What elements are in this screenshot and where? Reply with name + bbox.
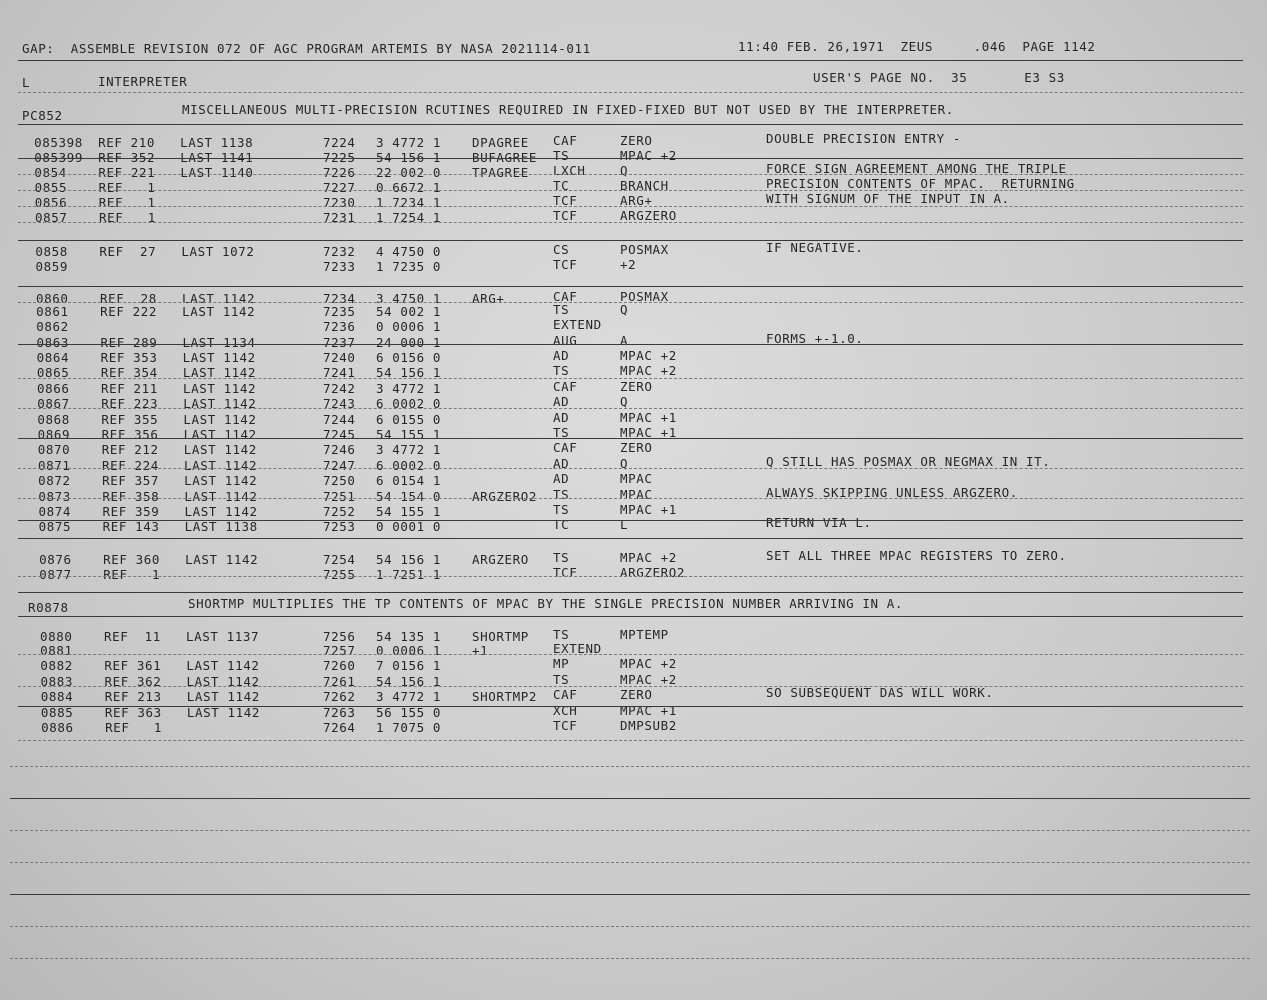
operand-field: MPAC	[620, 471, 653, 486]
address-field: 7235	[323, 304, 356, 319]
symbol-label: SHORTMP	[472, 629, 529, 644]
opcode-field: TS	[553, 502, 570, 517]
operand-field: Q	[620, 302, 629, 317]
line-number: 0885	[40, 705, 74, 720]
last-field: LAST 1142	[182, 365, 256, 380]
operand-field: ARGZERO2	[620, 565, 686, 580]
ref-field: REF 289	[100, 335, 158, 350]
line-number: 0871	[37, 458, 71, 473]
listing-dash-rule	[18, 740, 1243, 741]
form-rule	[10, 798, 1250, 799]
ref-field: REF 222	[100, 304, 157, 319]
ref-field: REF 356	[101, 427, 159, 442]
comment-field: RETURN VIA L.	[766, 515, 872, 530]
opcode-field: TCF	[553, 208, 578, 223]
last-field: LAST 1141	[180, 150, 254, 165]
last-field: LAST 1134	[182, 335, 256, 350]
address-field: 7231	[323, 210, 356, 225]
operand-field: POSMAX	[620, 289, 669, 304]
listing-dash-rule	[18, 174, 1243, 175]
symbol-label: TPAGREE	[472, 165, 529, 180]
section-description: MISCELLANEOUS MULTI-PRECISION RCUTINES REQUIRED IN FIXED-FIXED BUT NOT USED BY THE INTERPRETER.	[182, 102, 954, 117]
line-number: 085399	[34, 150, 84, 165]
header-log-code: L	[22, 75, 31, 90]
address-field: 7250	[323, 473, 356, 488]
operand-field: Q	[620, 456, 629, 471]
octal-code-field: 1 7234 1	[376, 195, 442, 210]
section-label: R0878	[28, 600, 69, 615]
octal-code-field: 0 0006 1	[376, 643, 442, 658]
octal-code-field: 24 000 1	[376, 335, 442, 350]
address-field: 7253	[323, 519, 356, 534]
operand-field: MPAC +2	[620, 656, 677, 671]
ref-field: REF 360	[103, 552, 160, 567]
opcode-field: TS	[553, 148, 570, 163]
listing-rule	[18, 286, 1243, 287]
listing-rule	[18, 158, 1243, 159]
last-field: LAST 1142	[183, 412, 257, 427]
last-field: LAST 1138	[184, 519, 258, 534]
ref-field: REF 353	[100, 350, 158, 365]
octal-code-field: 6 0154 1	[376, 473, 442, 488]
ref-field: REF 358	[102, 489, 160, 504]
operand-field: MPAC +1	[620, 703, 677, 718]
listing-dash-rule	[18, 576, 1243, 577]
ref-field: REF 1	[98, 180, 156, 195]
listing-dash-rule	[18, 206, 1243, 207]
octal-code-field: 54 155 1	[376, 427, 442, 442]
address-field: 7232	[323, 244, 356, 259]
ref-field: REF 11	[104, 629, 161, 644]
ref-field: REF 1	[98, 195, 156, 210]
octal-code-field: 6 0155 0	[376, 412, 442, 427]
operand-field: Q	[620, 163, 629, 178]
address-field: 7240	[323, 350, 356, 365]
last-field: LAST 1140	[180, 165, 254, 180]
octal-code-field: 54 002 1	[376, 304, 442, 319]
address-field: 7264	[323, 720, 356, 735]
octal-code-field: 54 156 1	[376, 674, 442, 689]
line-number: 0862	[36, 319, 69, 334]
opcode-field: CS	[553, 242, 570, 257]
opcode-field: AD	[553, 456, 570, 471]
listing-dash-rule	[18, 378, 1243, 379]
last-field: LAST 1142	[186, 689, 260, 704]
octal-code-field: 22 002 0	[376, 165, 442, 180]
opcode-field: MP	[553, 656, 570, 671]
listing-rule	[18, 438, 1243, 439]
line-number: 0856	[34, 195, 68, 210]
last-field: LAST 1142	[185, 552, 259, 567]
comment-field: SO SUBSEQUENT DAS WILL WORK.	[766, 685, 994, 700]
line-number: 0876	[39, 552, 72, 567]
operand-field: ARG+	[620, 193, 653, 208]
octal-code-field: 54 155 1	[376, 504, 442, 519]
address-field: 7230	[323, 195, 356, 210]
ref-field: REF 355	[101, 412, 159, 427]
line-number: 0857	[34, 210, 68, 225]
line-number: 0864	[36, 350, 70, 365]
opcode-field: CAF	[553, 440, 578, 455]
symbol-label: ARGZERO2	[472, 489, 538, 504]
operand-field: BRANCH	[620, 178, 669, 193]
listing-dash-rule	[18, 498, 1243, 499]
octal-code-field: 1 7254 1	[376, 210, 442, 225]
address-field: 7263	[323, 705, 356, 720]
header-section-title: INTERPRETER	[98, 74, 188, 89]
line-number: 0868	[37, 412, 70, 427]
operand-field: MPAC +2	[620, 363, 677, 378]
octal-code-field: 3 4772 1	[376, 442, 442, 457]
address-field: 7256	[323, 629, 356, 644]
listing-rule	[18, 538, 1243, 539]
address-field: 7261	[323, 674, 356, 689]
opcode-field: TCF	[553, 193, 578, 208]
ref-field: REF 224	[101, 458, 159, 473]
opcode-field: EXTEND	[553, 641, 602, 656]
listing-rule	[18, 706, 1243, 707]
opcode-field: AD	[553, 394, 570, 409]
operand-field: ZERO	[620, 133, 653, 148]
address-field: 7255	[323, 567, 356, 582]
address-field: 7247	[323, 458, 356, 473]
octal-code-field: 3 4772 1	[376, 689, 442, 704]
opcode-field: TS	[553, 487, 570, 502]
address-field: 7262	[323, 689, 356, 704]
ref-field: REF 212	[101, 442, 159, 457]
symbol-label: +1	[472, 643, 489, 658]
comment-field: IF NEGATIVE.	[766, 240, 864, 255]
ref-field: REF 354	[100, 365, 158, 380]
line-number: 0867	[37, 396, 70, 411]
opcode-field: TCF	[553, 718, 578, 733]
ref-field: REF 221	[98, 165, 156, 180]
operand-field: POSMAX	[620, 242, 669, 257]
operand-field: MPAC +1	[620, 410, 677, 425]
address-field: 7246	[323, 442, 356, 457]
line-number: 0880	[40, 629, 73, 644]
section-rule	[18, 616, 1243, 617]
last-field: LAST 1142	[183, 396, 257, 411]
line-number: 0870	[37, 442, 71, 457]
address-field: 7257	[323, 643, 356, 658]
form-dash-rule	[10, 926, 1250, 927]
last-field: LAST 1072	[181, 244, 255, 259]
listing-rule	[18, 520, 1243, 521]
address-field: 7225	[323, 150, 356, 165]
octal-code-field: 0 0006 1	[376, 319, 442, 334]
operand-field: +2	[620, 257, 637, 272]
comment-field: FORMS +-1.0.	[766, 331, 864, 346]
line-number: 0873	[38, 489, 71, 504]
form-dash-rule	[10, 862, 1250, 863]
last-field: LAST 1142	[186, 674, 260, 689]
listing-rule	[18, 592, 1243, 593]
ref-field: REF 28	[99, 291, 157, 306]
opcode-field: TCF	[553, 257, 578, 272]
listing-dash-rule	[18, 222, 1243, 223]
line-number: 0854	[34, 165, 67, 180]
line-number: 0858	[35, 244, 68, 259]
octal-code-field: 0 6672 1	[376, 180, 442, 195]
octal-code-field: 54 156 1	[376, 150, 442, 165]
listing-dash-rule	[18, 302, 1243, 303]
comment-field: SET ALL THREE MPAC REGISTERS TO ZERO.	[766, 548, 1067, 563]
octal-code-field: 3 4772 1	[376, 135, 442, 150]
address-field: 7244	[323, 412, 356, 427]
address-field: 7226	[323, 165, 356, 180]
ref-field: REF 1	[103, 567, 161, 582]
operand-field: MPAC	[620, 487, 653, 502]
last-field: LAST 1142	[184, 489, 258, 504]
opcode-field: TS	[553, 672, 570, 687]
opcode-field: CAF	[553, 379, 578, 394]
line-number: 085398	[34, 135, 83, 150]
operand-field: L	[620, 517, 629, 532]
last-field: LAST 1142	[183, 458, 258, 473]
listing-dash-rule	[18, 686, 1243, 687]
section-description: SHORTMP MULTIPLIES THE TP CONTENTS OF MPAC BY THE SINGLE PRECISION NUMBER ARRIVING IN A.	[188, 596, 904, 611]
last-field: LAST 1142	[182, 350, 256, 365]
octal-code-field: 0 0001 0	[376, 519, 442, 534]
last-field: LAST 1142	[184, 473, 258, 488]
symbol-label: SHORTMP2	[472, 689, 538, 704]
form-dash-rule	[10, 830, 1250, 831]
ref-field: REF 211	[101, 381, 158, 396]
address-field: 7233	[323, 259, 356, 274]
listing-dash-rule	[18, 408, 1243, 409]
octal-code-field: 7 0156 1	[376, 658, 442, 673]
header-users-page: USER'S PAGE NO. 35 E3 S3	[813, 70, 1065, 85]
address-field: 7224	[323, 135, 356, 150]
comment-field: WITH SIGNUM OF THE INPUT IN A.	[766, 191, 1010, 206]
opcode-field: AUG	[553, 333, 578, 348]
opcode-field: CAF	[553, 289, 578, 304]
line-number: 0884	[40, 689, 74, 704]
line-number: 0872	[38, 473, 71, 488]
operand-field: ZERO	[620, 379, 653, 394]
octal-code-field: 6 0156 0	[376, 350, 442, 365]
ref-field: REF 223	[101, 396, 159, 411]
comment-field: Q STILL HAS POSMAX OR NEGMAX IN IT.	[766, 454, 1051, 469]
form-rule	[10, 894, 1250, 895]
operand-field: MPAC +2	[620, 148, 677, 163]
ref-field: REF 143	[102, 519, 160, 534]
listing-rule	[18, 344, 1243, 345]
octal-code-field: 1 7251 1	[376, 567, 442, 582]
line-number: 0863	[36, 335, 69, 350]
operand-field: MPTEMP	[620, 627, 669, 642]
address-field: 7252	[323, 504, 356, 519]
ref-field: REF 27	[99, 244, 157, 259]
opcode-field: CAF	[553, 687, 578, 702]
address-field: 7242	[323, 381, 356, 396]
octal-code-field: 1 7235 0	[376, 259, 442, 274]
ref-field: REF 1	[98, 210, 156, 225]
octal-code-field: 3 4772 1	[376, 381, 442, 396]
operand-field: MPAC +2	[620, 550, 677, 565]
octal-code-field: 6 0002 0	[376, 396, 442, 411]
form-dash-rule	[10, 766, 1250, 767]
opcode-field: TS	[553, 302, 570, 317]
symbol-label: ARGZERO	[472, 552, 529, 567]
line-number: 0855	[34, 180, 68, 195]
address-field: 7234	[323, 291, 356, 306]
opcode-field: TC	[553, 178, 570, 193]
operand-field: MPAC +2	[620, 348, 677, 363]
operand-field: DMPSUB2	[620, 718, 677, 733]
address-field: 7237	[323, 335, 356, 350]
line-number: 0865	[36, 365, 70, 380]
line-number: 0882	[40, 658, 73, 673]
header-date-page: 11:40 FEB. 26,1971 ZEUS .046 PAGE 1142	[738, 39, 1096, 54]
form-dash-rule	[10, 958, 1250, 959]
opcode-field: AD	[553, 471, 570, 486]
ref-field: REF 352	[98, 150, 156, 165]
line-number: 0861	[36, 304, 69, 319]
ref-field: REF 362	[104, 674, 162, 689]
operand-field: MPAC +1	[620, 425, 677, 440]
address-field: 7241	[323, 365, 356, 380]
operand-field: ZERO	[620, 440, 653, 455]
line-number: 0860	[35, 291, 69, 306]
listing-rule	[18, 240, 1243, 241]
opcode-field: AD	[553, 348, 570, 363]
line-number: 0859	[35, 259, 69, 274]
ref-field: REF 1	[105, 720, 162, 735]
octal-code-field: 3 4750 1	[376, 291, 442, 306]
octal-code-field: 6 0002 0	[376, 458, 442, 473]
opcode-field: LXCH	[553, 163, 586, 178]
operand-field: MPAC +1	[620, 502, 677, 517]
line-number: 0866	[37, 381, 70, 396]
line-number: 0877	[39, 567, 72, 582]
ref-field: REF 361	[104, 658, 162, 673]
octal-code-field: 1 7075 0	[376, 720, 442, 735]
opcode-field: TS	[553, 627, 570, 642]
address-field: 7245	[323, 427, 356, 442]
last-field: LAST 1142	[183, 381, 257, 396]
last-field: LAST 1142	[186, 705, 261, 720]
last-field: LAST 1142	[183, 442, 257, 457]
octal-code-field: 54 156 1	[376, 365, 442, 380]
opcode-field: XCH	[553, 703, 578, 718]
opcode-field: AD	[553, 410, 570, 425]
address-field: 7236	[323, 319, 356, 334]
last-field: LAST 1142	[184, 504, 258, 519]
ref-field: REF 210	[98, 135, 155, 150]
operand-field: Q	[620, 394, 629, 409]
octal-code-field: 54 135 1	[376, 629, 442, 644]
opcode-field: TC	[553, 517, 570, 532]
listing-dash-rule	[18, 190, 1243, 191]
symbol-label: ARG+	[472, 291, 505, 306]
listing-dash-rule	[18, 654, 1243, 655]
opcode-field: TS	[553, 550, 570, 565]
line-number: 0869	[37, 427, 71, 442]
section-rule	[18, 124, 1243, 125]
ref-field: REF 359	[102, 504, 160, 519]
operand-field: ZERO	[620, 687, 653, 702]
opcode-field: CAF	[553, 133, 578, 148]
ref-field: REF 213	[104, 689, 162, 704]
header-rule	[18, 60, 1243, 61]
operand-field: A	[620, 333, 629, 348]
last-field: LAST 1142	[183, 427, 257, 442]
section-label: PC852	[22, 108, 63, 123]
ref-field: REF 363	[104, 705, 162, 720]
address-field: 7251	[323, 489, 356, 504]
opcode-field: TS	[553, 363, 570, 378]
last-field: LAST 1142	[186, 658, 260, 673]
line-number: 0875	[38, 519, 72, 534]
last-field: LAST 1138	[180, 135, 254, 150]
comment-field: FORCE SIGN AGREEMENT AMONG THE TRIPLE	[766, 161, 1067, 176]
header-assembly-line: GAP: ASSEMBLE REVISION 072 OF AGC PROGRAM ARTEMIS BY NASA 2021114-011	[22, 41, 591, 56]
line-number: 0881	[40, 643, 73, 658]
operand-field: MPAC +2	[620, 672, 677, 687]
symbol-label: DPAGREE	[472, 135, 529, 150]
comment-field: PRECISION CONTENTS OF MPAC. RETURNING	[766, 176, 1075, 191]
last-field: LAST 1137	[186, 629, 260, 644]
octal-code-field: 54 156 1	[376, 552, 442, 567]
comment-field: DOUBLE PRECISION ENTRY -	[766, 131, 962, 146]
ref-field: REF 357	[102, 473, 160, 488]
line-number: 0886	[41, 720, 74, 735]
comment-field: ALWAYS SKIPPING UNLESS ARGZERO.	[766, 485, 1018, 500]
octal-code-field: 56 155 0	[376, 705, 442, 720]
opcode-field: TS	[553, 425, 570, 440]
listing-dash-rule	[18, 468, 1243, 469]
opcode-field: TCF	[553, 565, 578, 580]
header-dash-rule	[18, 92, 1243, 93]
symbol-label: BUFAGREE	[472, 150, 538, 165]
line-number: 0874	[38, 504, 72, 519]
address-field: 7254	[323, 552, 356, 567]
octal-code-field: 54 154 0	[376, 489, 442, 504]
operand-field: ARGZERO	[620, 208, 677, 223]
octal-code-field: 4 4750 0	[376, 244, 442, 259]
address-field: 7243	[323, 396, 356, 411]
address-field: 7227	[323, 180, 356, 195]
last-field: LAST 1142	[182, 304, 256, 319]
opcode-field: EXTEND	[553, 317, 602, 332]
address-field: 7260	[323, 658, 356, 673]
line-number: 0883	[40, 674, 74, 689]
last-field: LAST 1142	[181, 291, 256, 306]
